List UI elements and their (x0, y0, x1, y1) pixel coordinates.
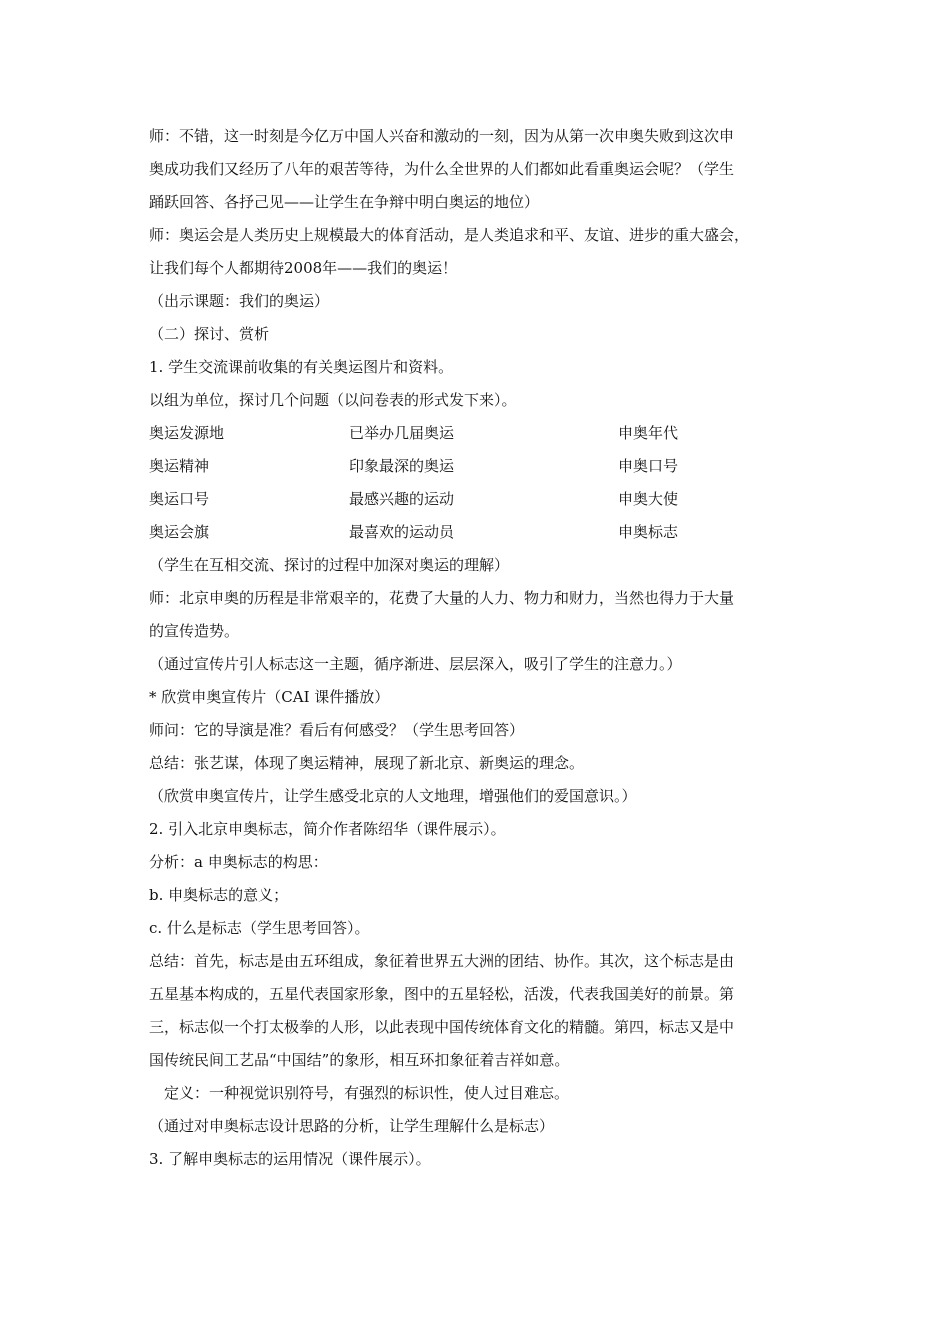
text-line: 师：不错，这一时刻是今亿万中国人兴奋和激动的一刻，因为从第一次申奥失败到这次申 (149, 127, 735, 145)
table-cell: 最喜欢的运动员 (349, 523, 455, 541)
text-line: 踊跃回答、各抒己见——让学生在争辩中明白奥运的地位） (149, 193, 540, 211)
paragraph-bid-history (149, 582, 813, 648)
text-line: 总结：张艺谋，体现了奥运精神，展现了新北京、新奥运的理念。 (149, 754, 585, 772)
table-cell: 申奥口号 (618, 457, 679, 475)
document-page (149, 120, 813, 1176)
text-line: 师问：它的导演是准？看后有何感受？（学生思考回答） (149, 721, 525, 739)
table-cell: 印象最深的奥运 (349, 457, 455, 475)
paragraph-olympics-meaning (149, 219, 813, 285)
table-row (149, 417, 813, 450)
text-line: （学生在互相交流、探讨的过程中加深对奥运的理解） (149, 556, 510, 574)
text-line: 让我们每个人都期待2008年——我们的奥运！ (149, 259, 458, 277)
text-line: （通过对申奥标志设计思路的分析，让学生理解什么是标志） (149, 1117, 555, 1135)
text-line: 三，标志似一个打太极拳的人形，以此表现中国传统体育文化的精髓。第四，标志又是中 (149, 1018, 735, 1036)
table-cell: 奥运会旗 (149, 523, 210, 541)
section-bottom (149, 549, 813, 1176)
text-line: * 欣赏申奥宣传片（CAI 课件播放） (149, 688, 390, 706)
group-discussion-text: 以组为单位，探讨几个问题（以问卷表的形式发下来）。 (149, 391, 517, 409)
step-2-heading: 2. 引入北京申奥标志，简介作者陈绍华（课件展示）。 (149, 820, 506, 838)
table-cell: 已举办几届奥运 (349, 424, 455, 442)
text-line: c. 什么是标志（学生思考回答）。 (149, 919, 370, 937)
definition-text: 定义：一种视觉识别符号，有强烈的标识性，使人过目难忘。 (164, 1084, 570, 1102)
text-line: 五星基本构成的，五星代表国家形象，图中的五星轻松，活泼，代表我国美好的前景。第 (149, 985, 735, 1003)
text-line: 师：奥运会是人类历史上规模最大的体育活动，是人类追求和平、友谊、进步的重大盛会， (149, 226, 750, 244)
question-table (149, 417, 813, 549)
step-3-heading: 3. 了解申奥标志的运用情况（课件展示）。 (149, 1150, 431, 1168)
text-line: （欣赏申奥宣传片，让学生感受北京的人文地理，增强他们的爱国意识。） (149, 787, 637, 805)
table-cell: 奥运口号 (149, 490, 210, 508)
section-heading: （二）探讨、赏析 (149, 325, 270, 343)
text-line: （通过宣传片引人标志这一主题，循序渐进、层层深入，吸引了学生的注意力。） (149, 655, 682, 673)
section-top (149, 120, 813, 417)
lesson-title-note: （出示课题：我们的奥运） (149, 292, 330, 310)
table-cell: 申奥年代 (618, 424, 679, 442)
paragraph-teacher-intro (149, 120, 813, 219)
text-line: 总结：首先，标志是由五环组成，象征着世界五大洲的团结、协作。其次，这个标志是由 (149, 952, 735, 970)
text-line: 奥成功我们又经历了八年的艰苦等待，为什么全世界的人们都如此看重奥运会呢？（学生 (149, 160, 735, 178)
table-row (149, 483, 813, 516)
text-line: b. 申奥标志的意义； (149, 886, 289, 904)
text-line: 国传统民间工艺品“中国结”的象形，相互环扣象征着吉祥如意。 (149, 1051, 570, 1069)
text-line: 分析：a 申奥标志的构思： (149, 853, 328, 871)
step-1-heading: 1. 学生交流课前收集的有关奥运图片和资料。 (149, 358, 454, 376)
table-row (149, 450, 813, 483)
text-line: 的宣传造势。 (149, 622, 240, 640)
table-cell: 奥运精神 (149, 457, 210, 475)
table-cell: 申奥标志 (618, 523, 679, 541)
paragraph-logo-summary (149, 945, 813, 1077)
table-cell: 奥运发源地 (149, 424, 225, 442)
table-cell: 最感兴趣的运动 (349, 490, 455, 508)
text-line: 师：北京申奥的历程是非常艰辛的，花费了大量的人力、物力和财力，当然也得力于大量 (149, 589, 735, 607)
table-cell: 申奥大使 (618, 490, 679, 508)
table-row (149, 516, 813, 549)
